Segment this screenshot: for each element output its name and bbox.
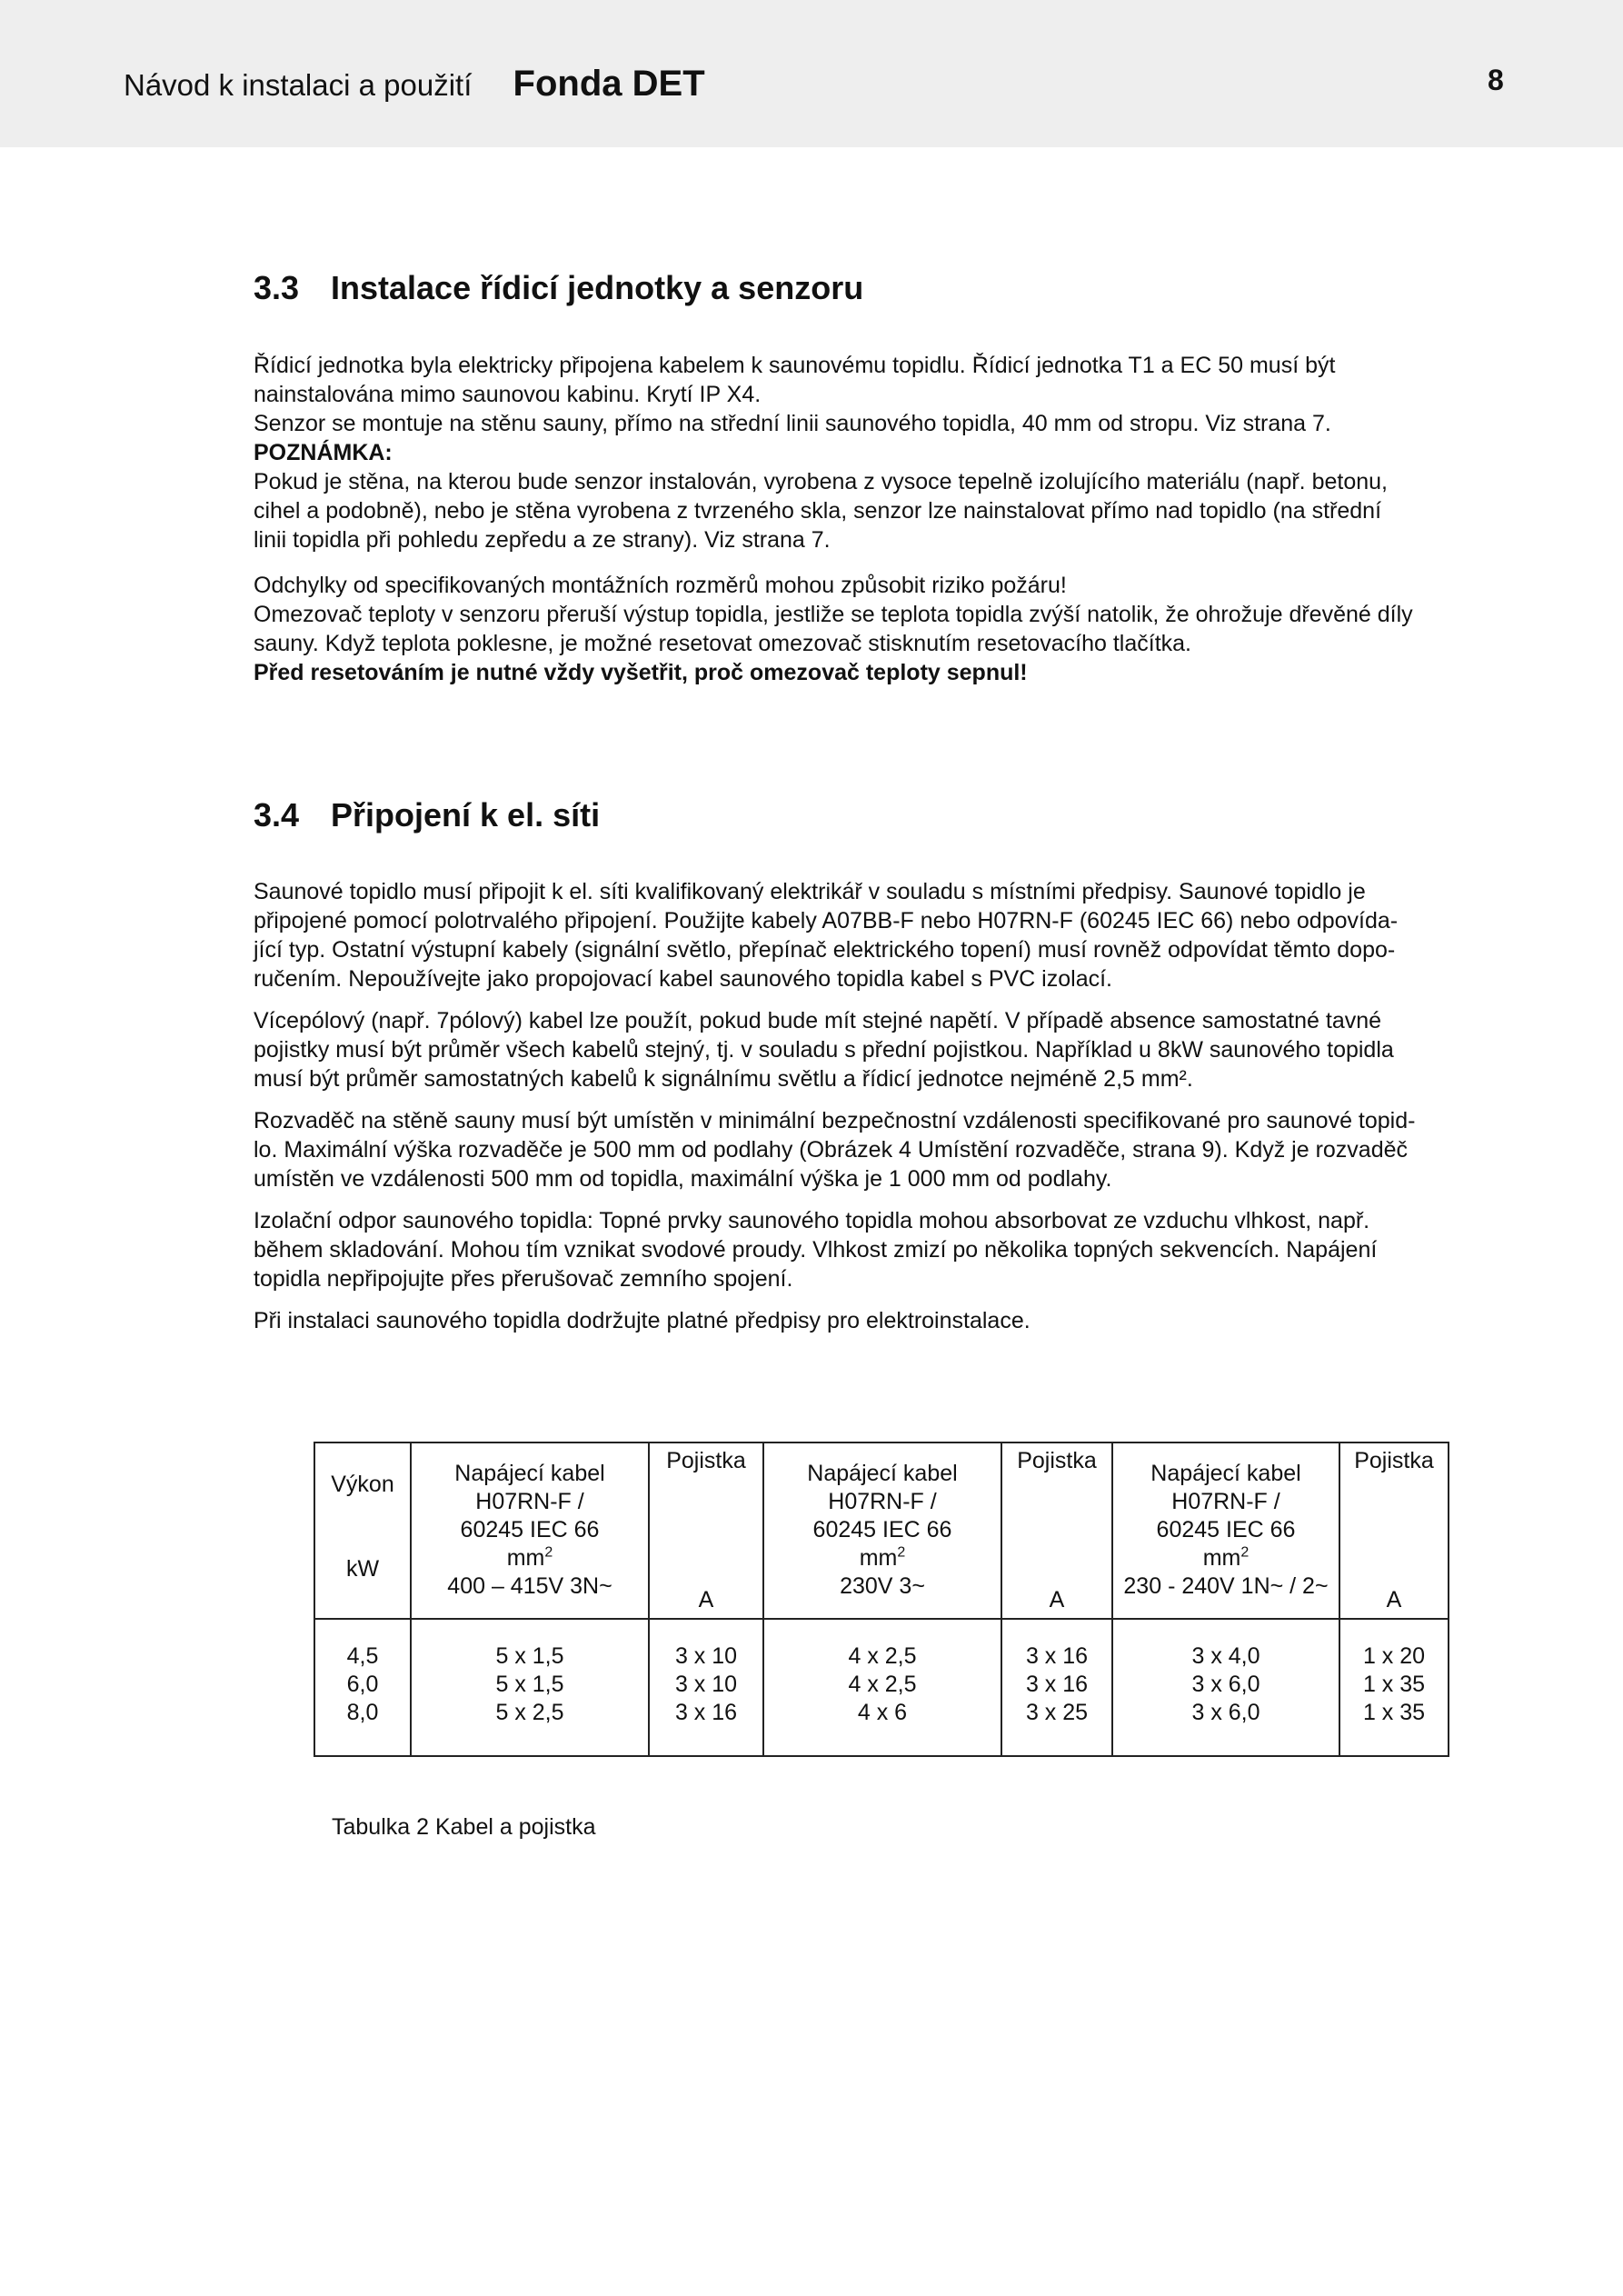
header-cell-power — [314, 1442, 411, 1619]
body-line: Saunové topidlo musí připojit k el. síti kvalifikovaný elektrikář v souladu s místními předpisy. Saunové topidlo je — [254, 879, 1366, 904]
table-cell: 3 x 16 — [1025, 1643, 1089, 1669]
power-unit: kW — [345, 1556, 380, 1582]
voltage-label: 400 – 415V 3N~ — [447, 1573, 612, 1599]
header-cell-cable-1 — [411, 1442, 649, 1619]
product-name: Fonda DET — [513, 64, 705, 104]
table-cell: 3 x 16 — [674, 1700, 738, 1725]
body-line: musí být průměr samostatných kabelů k signálnímu světlu a řídicí jednotce nejméně 2,5 mm². — [254, 1066, 1193, 1092]
header-cell-fuse-2 — [1001, 1442, 1112, 1619]
body-line: během skladování. Mohou tím vznikat svodové proudy. Vlhkost zmizí po několika topných sekvencích. Napájení — [254, 1237, 1378, 1263]
body-line: nainstalována mimo saunovou kabinu. Krytí IP X4. — [254, 382, 762, 407]
table-cell: 1 x 35 — [1362, 1672, 1426, 1697]
body-line: topidla nepřipojujte přes přerušovač zemního spojení. — [254, 1266, 793, 1292]
table-caption: Tabulka 2 Kabel a pojistka — [332, 1814, 596, 1840]
page-number: 8 — [1488, 64, 1504, 96]
header-cell-fuse-3 — [1339, 1442, 1449, 1619]
table-cell: 3 x 25 — [1025, 1700, 1089, 1725]
cable-unit: $mm^2$ — [1202, 1544, 1250, 1571]
warning-line: Omezovač teploty v senzoru přeruší výstup topidla, jestliže se teplota topidla zvýší natolik, že ohrožuje dřevěné díly — [254, 602, 1413, 627]
table-body-row — [314, 1619, 1449, 1756]
table-cell: 8,0 — [346, 1700, 379, 1725]
warning-line: Odchylky od specifikovaných montážních rozměrů mohou způsobit riziko požáru! — [254, 573, 1067, 598]
table-cell: 5 x 1,5 — [495, 1672, 564, 1697]
power-values — [314, 1619, 411, 1756]
header-title-group — [124, 64, 705, 105]
body-line: ručením. Nepoužívejte jako propojovací kabel saunového topidla kabel s PVC izolací. — [254, 966, 1112, 992]
cable-label-line: Napájecí kabel — [1150, 1461, 1301, 1486]
table-cell: 6,0 — [346, 1672, 379, 1697]
cable-label-line: H07RN-F / — [475, 1489, 584, 1514]
cable-label-line: 60245 IEC 66 — [812, 1517, 952, 1542]
cable-1-values — [411, 1619, 649, 1756]
page-header — [0, 0, 1623, 147]
power-label: Výkon — [331, 1472, 394, 1497]
body-line: umístěn ve vzdálenosti 500 mm od topidla, maximální výška je 1 000 mm od podlahy. — [254, 1166, 1112, 1192]
voltage-label: 230 - 240V 1N~ / 2~ — [1123, 1573, 1329, 1599]
body-line: Řídicí jednotka byla elektricky připojena kabelem k saunovému topidlu. Řídicí jednotka T1 a EC 50 musí být — [254, 353, 1336, 378]
table-cell: 3 x 4,0 — [1191, 1643, 1260, 1669]
section-title: Instalace řídicí jednotky a senzoru — [331, 269, 864, 306]
body-line: pojistky musí být průměr všech kabelů stejný, tj. v souladu s přední pojistkou. Například u 8kW saunového topidla — [254, 1037, 1394, 1063]
fuse-unit: A — [1049, 1587, 1065, 1612]
cable-unit: $mm^2$ — [506, 1544, 553, 1571]
body-line: připojené pomocí polotrvalého připojení. Použijte kabely A07BB-F nebo H07RN-F (60245 IEC 66) nebo odpovída- — [254, 908, 1399, 933]
fuse-label: Pojistka — [1017, 1448, 1097, 1473]
fuse-1-values — [649, 1619, 763, 1756]
table-cell: 5 x 2,5 — [495, 1700, 564, 1725]
section-3-4-body — [254, 877, 1517, 1335]
table-cell: 3 x 10 — [674, 1672, 738, 1697]
table-header-row — [314, 1442, 1449, 1619]
section-number: 3.4 — [254, 796, 300, 834]
cable-label-line: 60245 IEC 66 — [1156, 1517, 1296, 1542]
cable-label-line: H07RN-F / — [1171, 1489, 1280, 1514]
cable-label-line: H07RN-F / — [828, 1489, 937, 1514]
cable-label-line: Napájecí kabel — [454, 1461, 605, 1486]
body-line: Vícepólový (např. 7pólový) kabel lze použít, pokud bude mít stejné napětí. V případě absence samostatné tavné — [254, 1008, 1382, 1033]
cable-unit: $mm^2$ — [859, 1544, 906, 1571]
table-cell: 4 x 2,5 — [848, 1672, 917, 1697]
table-cell: 4 x 6 — [857, 1700, 908, 1725]
header-cell-cable-3 — [1112, 1442, 1339, 1619]
table-cell: 1 x 20 — [1362, 1643, 1426, 1669]
fuse-unit: A — [1386, 1587, 1402, 1612]
header-cell-fuse-1 — [649, 1442, 763, 1619]
doc-title: Návod k instalaci a použití — [124, 68, 473, 102]
table-cell: 3 x 6,0 — [1191, 1700, 1260, 1725]
cable-3-values — [1112, 1619, 1339, 1756]
bold-warning: Před resetováním je nutné vždy vyšetřit, proč omezovač teploty sepnul! — [254, 660, 1028, 685]
body-line: Při instalaci saunového topidla dodržujte platné předpisy pro elektroinstalace. — [254, 1308, 1031, 1333]
body-line: Senzor se montuje na stěnu sauny, přímo na střední linii saunového topidla, 40 mm od stropu. Viz strana 7. — [254, 411, 1331, 436]
fuse-label: Pojistka — [1354, 1448, 1434, 1473]
cable-label-line: 60245 IEC 66 — [460, 1517, 600, 1542]
fuse-3-values — [1339, 1619, 1449, 1756]
note-label: POZNÁMKA: — [254, 440, 393, 465]
voltage-label: 230V 3~ — [840, 1573, 925, 1599]
section-3-3-heading — [254, 269, 863, 307]
table-cell: 4 x 2,5 — [848, 1643, 917, 1669]
fuse-label: Pojistka — [666, 1448, 746, 1473]
note-line: Pokud je stěna, na kterou bude senzor instalován, vyrobena z vysoce tepelně izolujícího materiálu (např. betonu, — [254, 469, 1388, 494]
note-line: linii topidla při pohledu zepředu a ze strany). Viz strana 7. — [254, 527, 831, 553]
table-cell: 4,5 — [346, 1643, 379, 1669]
table-cell: 3 x 10 — [674, 1643, 738, 1669]
table-cell: 3 x 16 — [1025, 1672, 1089, 1697]
section-number: 3.3 — [254, 269, 300, 306]
note-line: cihel a podobně), nebo je stěna vyrobena z tvrzeného skla, senzor lze nainstalovat přímo nad topidlo (na střední — [254, 498, 1382, 524]
table-cell: 1 x 35 — [1362, 1700, 1426, 1725]
cable-fuse-table — [314, 1442, 1449, 1757]
body-line: Rozvaděč na stěně sauny musí být umístěn v minimální bezpečnostní vzdálenosti specifikované pro saunové topid- — [254, 1108, 1416, 1133]
table-cell: 3 x 6,0 — [1191, 1672, 1260, 1697]
fuse-unit: A — [698, 1587, 714, 1612]
fuse-2-values — [1001, 1619, 1112, 1756]
table-cell: 5 x 1,5 — [495, 1643, 564, 1669]
section-title: Připojení k el. síti — [331, 796, 601, 834]
warning-line: sauny. Když teplota poklesne, je možné resetovat omezovač stisknutím resetovacího tlačítka. — [254, 631, 1191, 656]
body-line: lo. Maximální výška rozvaděče je 500 mm od podlahy (Obrázek 4 Umístění rozvaděče, strana 9). Když je rozvaděč — [254, 1137, 1409, 1163]
cable-2-values — [763, 1619, 1001, 1756]
cable-label-line: Napájecí kabel — [807, 1461, 958, 1486]
section-3-4-heading — [254, 796, 600, 834]
section-3-3-body — [254, 351, 1517, 687]
body-line: Izolační odpor saunového topidla: Topné prvky saunového topidla mohou absorbovat ze vzduchu vlhkost, např. — [254, 1208, 1370, 1233]
body-line: jící typ. Ostatní výstupní kabely (signální světlo, přepínač elektrického topení) musí rovněž odpovídat těmto dopo- — [254, 937, 1396, 963]
header-cell-cable-2 — [763, 1442, 1001, 1619]
